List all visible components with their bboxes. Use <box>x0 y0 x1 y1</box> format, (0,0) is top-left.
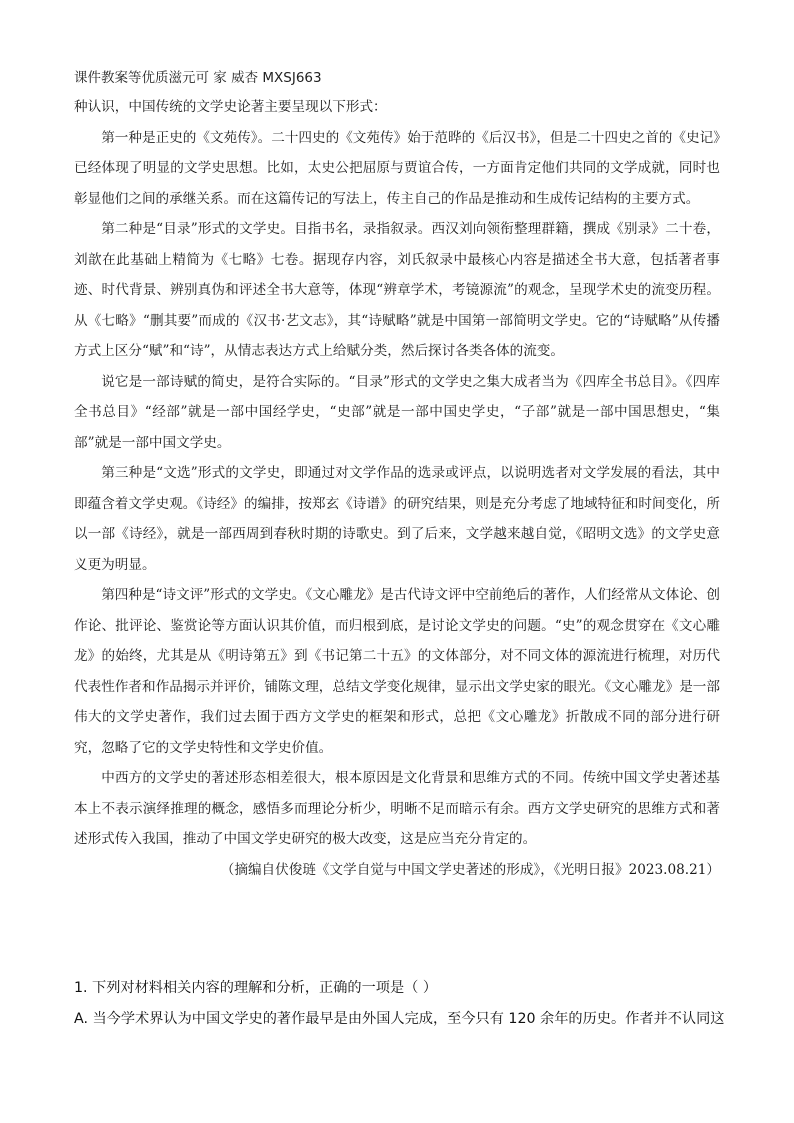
article-body <box>74 92 720 885</box>
article-paragraph-4: 第三种是“文选”形式的文学史，即通过对文学作品的选录或评点，以说明选者对文学发展的看法，其中即蕴含着文学史观。《诗经》的编排，按郑玄《诗谱》的研究结果，则是充分考虑了地域特征和时间变化，所以一部《诗经》，就是一部西周到春秋时期的诗歌史。到了后来，文学越来越自觉，《昭明文选》的文学史意义更为明显。 <box>74 465 720 573</box>
question-block <box>74 973 734 1035</box>
article-paragraph-1: 第一种是正史的《文苑传》。二十四史的《文苑传》始于范晔的《后汉书》，但是二十四史之首的《史记》已经体现了明显的文学史思想。比如，太史公把屈原与贾谊合传，一方面肯定他们共同的文学成就，同时也彰显他们之间的承继关系。而在这篇传记的写法上，传主自己的作品是推动和生成传记结构的主要方式。 <box>74 129 720 207</box>
article-paragraph-2: 第二种是“目录”形式的文学史。目指书名，录指叙录。西汉刘向领衔整理群籍，撰成《别录》二十卷，刘歆在此基础上精简为《七略》七卷。据现存内容，刘氏叙录中最核心内容是描述全书大意，包括著者事迹、时代背景、辨别真伪和评述全书大意等，体现“辨章学术，考镜源流”的观念，呈现学术史的流变历程。从《七略》“删其要”而成的《汉书·艺文志》，其“诗赋略”就是中国第一部简明文学史。它的“诗赋略”从传播方式上区分“赋”和“诗”，从情志表达方式上给赋分类，然后探讨各类各体的流变。 <box>74 221 720 359</box>
article-intro: 种认识，中国传统的文学史论著主要呈现以下形式： <box>74 99 387 115</box>
article-source: （摘编自伏俊琏《文学自觉与中国文学史著述的形成》，《光明日报》2023.08.21） <box>220 861 720 878</box>
article-paragraph-6: 中西方的文学史的著述形态相差很大，根本原因是文化背景和思维方式的不同。传统中国文学史著述基本上不表示演绎推理的概念，感悟多而理论分析少，明晰不足而暗示有余。西方文学史研究的思维方式和著述形式传入我国，推动了中国文学史研究的极大改变，这是应当充分肯定的。 <box>74 770 720 847</box>
question-option-a: A. 当今学术界认为中国文学史的著作最早是由外国人完成，至今只有 120 余年的历史。作者并不认同这 <box>74 1011 725 1027</box>
article-paragraph-5: 第四种是“诗文评”形式的文学史。《文心雕龙》是古代诗文评中空前绝后的著作，人们经常从文体论、创作论、批评论、鉴赏论等方面认识其价值，而归根到底，是讨论文学史的问题。“史”的观念贯穿在《文心雕龙》的始终，尤其是从《明诗第五》到《书记第二十五》的文体部分，对不同文体的源流进行梳理，对历代代表性作者和作品揭示并评价，铺陈文理，总结文学变化规律，显示出文学史家的眼光。《文心雕龙》是一部伟大的文学史著作，我们过去囿于西方文学史的框架和形式，总把《文心雕龙》折散成不同的部分进行研究，忽略了它的文学史特性和文学史价值。 <box>74 587 721 756</box>
question-stem: 1. 下列对材料相关内容的理解和分析，正确的一项是（ ） <box>74 980 438 996</box>
page-header-watermark: 课件教案等优质滋元可 家 威杏 MXSJ663 <box>74 70 322 86</box>
article-paragraph-3: 说它是一部诗赋的简史，是符合实际的。“目录”形式的文学史之集大成者当为《四库全书总目》。《四库全书总目》“经部”就是一部中国经学史，“史部”就是一部中国史学史，“子部”就是一部中国思想史，“集部”就是一部中国文学史。 <box>74 373 720 451</box>
